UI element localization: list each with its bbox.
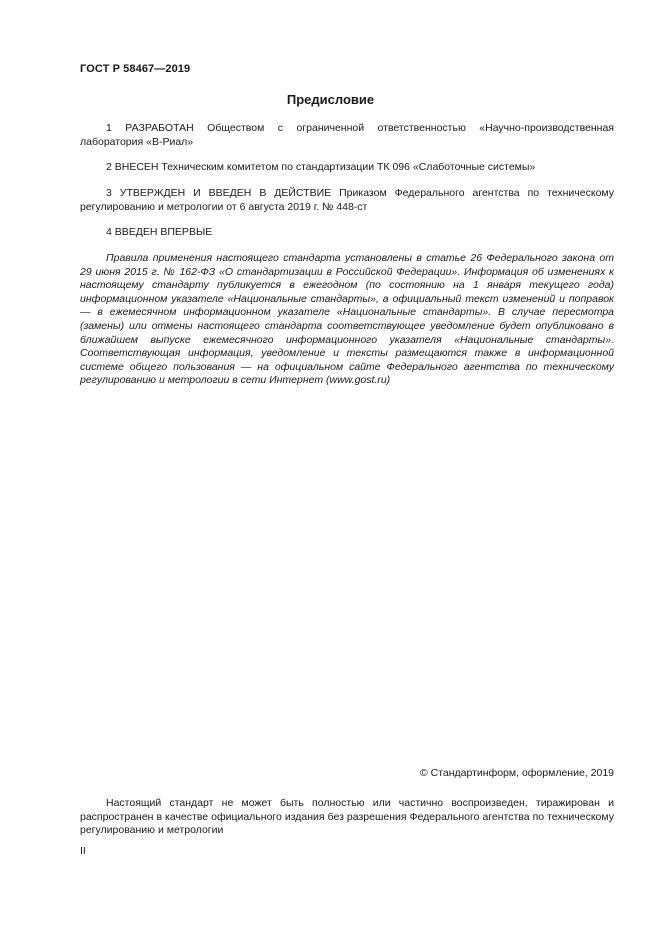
page-title: Предисловие [286,92,375,107]
application-rules-note: Правила применения настоящего стандарта установлены в статье 26 Федерального закона от 29 июня 2015 г. № 162-ФЗ «О стандартизации в Российской Федерации». Информация об изменениях к настоящему стандарту публикуется в ежегодном (по состоянию на 1 января текущего года) информационном указателе «Национальные стандарты», а официальный текст изменений и поправок — в ежемесячном информационном указателе «Национальные стандарты». В случае пересмотра (замены) или отмены настоящего стандарта соответствующее уведомление будет опубликовано в ближайшем выпуске ежемесячного информационного указателя «Национальные стандарты». Соответствующая информация, уведомление и тексты размещаются также в информационной системе общего пользования — на официальном сайте Федерального агентства по техническому регулированию и метрологии в сети Интернет (www.gost.ru) [80,252,614,387]
item-developed: 1 РАЗРАБОТАН Обществом с ограниченной ответственностью «Научно-производственная лаборатория «В-Риал» [80,122,614,148]
document-code: ГОСТ Р 58467—2019 [80,63,191,75]
item-first-introduced: 4 ВВЕДЕН ВПЕРВЫЕ [106,226,213,238]
item-approved: 3 УТВЕРЖДЕН И ВВЕДЕН В ДЕЙСТВИЕ Приказом Федерального агентства по техническому регулированию и метрологии от 6 августа 2019 г. № 448-ст [80,187,614,213]
page-number: II [80,845,86,857]
item-introduced: 2 ВНЕСЕН Техническим комитетом по стандартизации ТК 096 «Слаботочные системы» [106,161,536,173]
reproduction-notice: Настоящий стандарт не может быть полностью или частично воспроизведен, тиражирован и распространен в качестве официального издания без разрешения Федерального агентства по техническому регулированию и метрологии [80,797,614,837]
copyright-notice: © Стандартинформ, оформление, 2019 [419,767,614,779]
